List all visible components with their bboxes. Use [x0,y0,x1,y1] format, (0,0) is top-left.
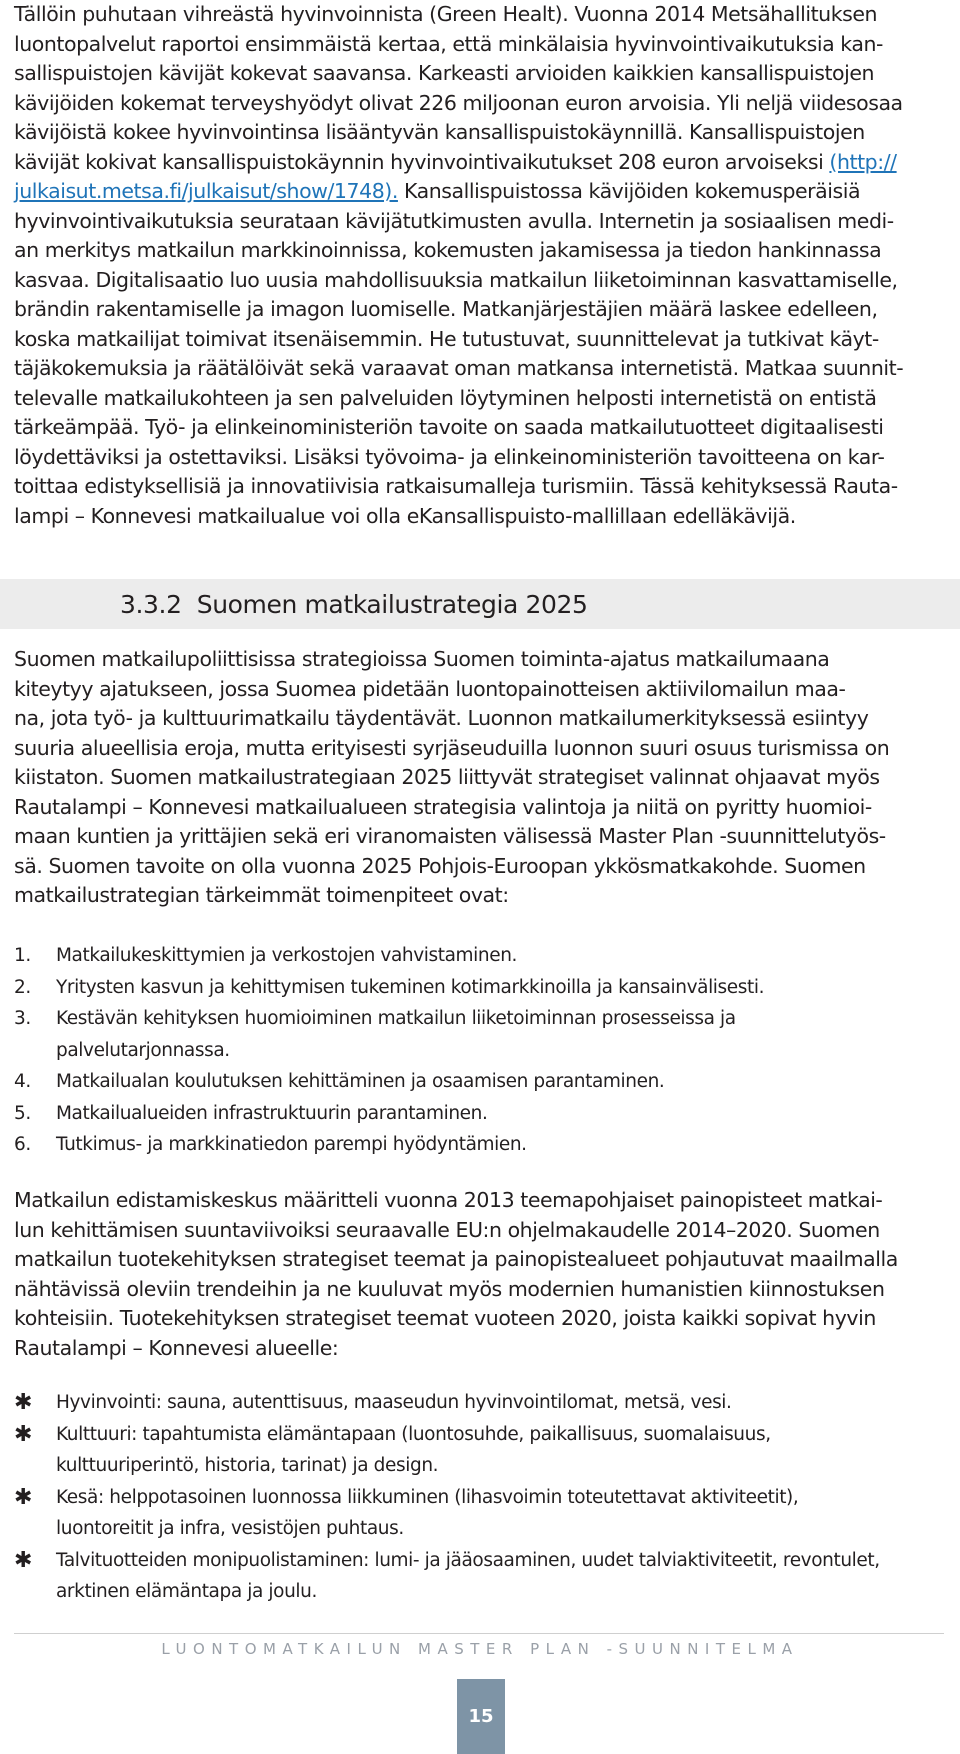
list-item-text: Hyvinvointi: sauna, autenttisuus, maaseudun hyvinvointilomat, metsä, vesi. [56,1392,732,1413]
list-item-text: kulttuuriperintö, historia, tarinat) ja design. [56,1455,439,1476]
list-item [14,1419,944,1482]
text-line: koska matkailijat toimivat itsenäisemmin. He tutustuvat, suunnittelevat ja tutkivat käyt- [14,326,879,351]
text-line: kävijöistä kokee hyvinvointinsa lisääntyvän kansallispuistokäynnillä. Kansallispuistojen [14,120,865,144]
text-line: sä. Suomen tavoite on olla vuonna 2025 Pohjois-Euroopan ykkösmatkakohde. Suomen [14,853,866,878]
text-line: lun kehittämisen suuntaviivoiksi seuraavalle EU:n ohjelmakaudelle 2014–2020. Suomen [14,1217,880,1242]
asterisk-bullet-icon: ✱ [14,1547,33,1573]
list-item-text: Talvituotteiden monipuolistaminen: lumi- ja jääosaaminen, uudet talviaktiviteetit, revontulet, [56,1549,880,1571]
list-item [14,1545,944,1608]
list-item-text: arktinen elämäntapa ja joulu. [56,1581,317,1602]
section-title: Suomen matkailustrategia 2025 [196,590,588,619]
text-line: luontopalvelut raportoi ensimmäistä kertaa, että minkälaisia hyvinvointivaikutuksia kan- [14,31,883,56]
list-item-text: Matkailualueiden infrastruktuurin parantaminen. [56,1102,488,1124]
text-line: kiteytyy ajatukseen, jossa Suomea pidetään luontopainotteisen aktiivilomailun maa- [14,676,846,701]
text-line: lampi – Konnevesi matkailualue voi olla eKansallispuisto-mallillaan edelläkävijä. [14,503,796,528]
text-line: an merkitys matkailun markkinoinnissa, kokemusten jakamisessa ja tiedon hankinnassa [14,238,882,262]
list-item-text: Matkailualan koulutuksen kehittäminen ja osaamisen parantaminen. [56,1071,665,1092]
text-line: Rautalampi – Konnevesi alueelle: [14,1335,339,1360]
list-number: 5. [14,1102,31,1124]
list-number: 4. [14,1071,31,1092]
source-link[interactable]: (http:// [829,149,897,174]
page-number-badge: 15 [457,1679,505,1754]
text-line: sallispuistojen kävijät kokevat saavansa. Karkeasti arvioiden kaikkien kansallispuistojen [14,61,875,85]
footer-divider [14,1633,944,1634]
list-item-text: palvelutarjonnassa. [56,1039,230,1061]
list-item-text: Kesä: helppotasoinen luonnossa liikkuminen (lihasvoimin toteutettavat aktiviteetit), [56,1486,799,1508]
text-line: matkailustrategian tärkeimmät toimenpiteet ovat: [14,883,509,907]
text-line: Tällöin puhutaan vihreästä hyvinvoinnista (Green Healt). Vuonna 2014 Metsähallituksen [14,2,878,26]
strategy-measures-list [14,940,944,1161]
text-line: maan kuntien ja yrittäjien sekä eri viranomaisten välisessä Master Plan -suunnittelutyös- [14,824,886,848]
section-heading [120,590,588,619]
text-line: kiistaton. Suomen matkailustrategiaan 2025 liittyvät strategiset valinnat ohjaavat myös [14,765,880,789]
running-footer-title: LUONTOMATKAILUN MASTER PLAN -SUUNNITELMA [161,1640,799,1658]
text-line: tärkeämpää. Työ- ja elinkeinoministeriön tavoite on saada matkailutuotteet digitaalisesti [14,415,884,439]
list-item [14,1482,944,1545]
list-item-text: luontoreitit ja infra, vesistöjen puhtaus. [56,1518,404,1539]
text-line: hyvinvointivaikutuksia seurataan kävijätutkimusten avulla. Internetin ja sosiaalisen medi- [14,208,894,233]
text-line: kohteisiin. Tuotekehityksen strategiset teemat vuoteen 2020, joista kaikki sopivat hyvin [14,1306,876,1330]
text-line [14,177,944,207]
text-line: brändin rakentamiselle ja imagon luomiselle. Matkanjärjestäjien määrä laskee edelleen, [14,297,878,321]
text-line: nähtävissä oleviin trendeihin ja ne kuuluvat myös modernien humanistien kiinnostuksen [14,1276,885,1301]
section-number: 3.3.2 [120,590,182,619]
list-number: 3. [14,1008,31,1029]
list-item [14,1003,944,1066]
text-line: suuria alueellisia eroja, mutta erityisesti syrjäseuduilla luonnon suuri osuus turismissa on [14,735,890,760]
text-line: na, jota työ- ja kulttuurimatkailu täydentävät. Luonnon matkailumerkityksessä esiintyy [14,706,869,730]
text-line: toittaa edistyksellisiä ja innovatiivisia ratkaisumalleja turismiin. Tässä kehityksessä Rauta- [14,474,898,498]
source-link-continued[interactable]: julkaisut.metsa.fi/julkaisut/show/1748). [14,179,398,203]
list-item [14,972,944,1004]
list-item [14,1066,944,1098]
text-line: täjäkokemuksia ja räätälöivät sekä varaavat oman matkansa internetistä. Matkaa suunnit- [14,356,904,380]
paragraph-green-wellbeing [14,0,944,531]
list-number: 2. [14,976,31,998]
text-segment: Kansallispuistossa kävijöiden kokemusperäisiä [397,179,861,203]
list-number: 6. [14,1134,31,1155]
text-line: Rautalampi – Konnevesi matkailualueen strategisia valintoja ja niitä on pyritty huomioi- [14,794,872,819]
list-item [14,1387,944,1419]
text-line: matkailun tuotekehityksen strategiset teemat ja painopistealueet pohjautuvat maailmalla [14,1247,898,1271]
text-line: kävijöiden kokemat terveyshyödyt olivat 226 miljoonan euron arvoisia. Yli neljä viidesosaa [14,90,903,115]
list-item-text: Tutkimus- ja markkinatiedon parempi hyödyntämien. [56,1134,527,1155]
themes-bullet-list [14,1387,944,1608]
list-item [14,1098,944,1130]
paragraph-strategy-intro [14,645,944,911]
text-line: televalle matkailukohteen ja sen palveluiden löytyminen helposti internetistä on entistä [14,385,877,410]
list-item-text: Kulttuuri: tapahtumista elämäntapaan (luontosuhde, paikallisuus, suomalaisuus, [56,1423,771,1445]
text-line: löydettäviksi ja ostettaviksi. Lisäksi työvoima- ja elinkeinoministeriön tavoitteena on kar- [14,444,885,469]
text-segment: kävijät kokivat kansallispuistokäynnin hyvinvointivaikutukset 208 euron arvoiseksi [14,149,830,174]
list-item-text: Matkailukeskittymien ja verkostojen vahvistaminen. [56,945,518,966]
list-item [14,940,944,972]
list-item-text: Yritysten kasvun ja kehittymisen tukeminen kotimarkkinoilla ja kansainvälisesti. [56,976,765,998]
list-number: 1. [14,945,31,966]
asterisk-bullet-icon: ✱ [14,1421,33,1447]
text-line: Suomen matkailupoliittisissa strategioissa Suomen toiminta-ajatus matkailumaana [14,647,830,671]
list-item-text: Kestävän kehityksen huomioiminen matkailun liiketoiminnan prosesseissa ja [56,1008,736,1029]
asterisk-bullet-icon: ✱ [14,1390,33,1415]
text-line: kasvaa. Digitalisaatio luo uusia mahdollisuuksia matkailun liiketoiminnan kasvattamiselle, [14,267,898,292]
text-line: Matkailun edistamiskeskus määritteli vuonna 2013 teemapohjaiset painopisteet matkai- [14,1188,883,1212]
paragraph-product-themes [14,1186,944,1363]
asterisk-bullet-icon: ✱ [14,1484,33,1510]
list-item [14,1129,944,1161]
text-line [14,148,944,178]
